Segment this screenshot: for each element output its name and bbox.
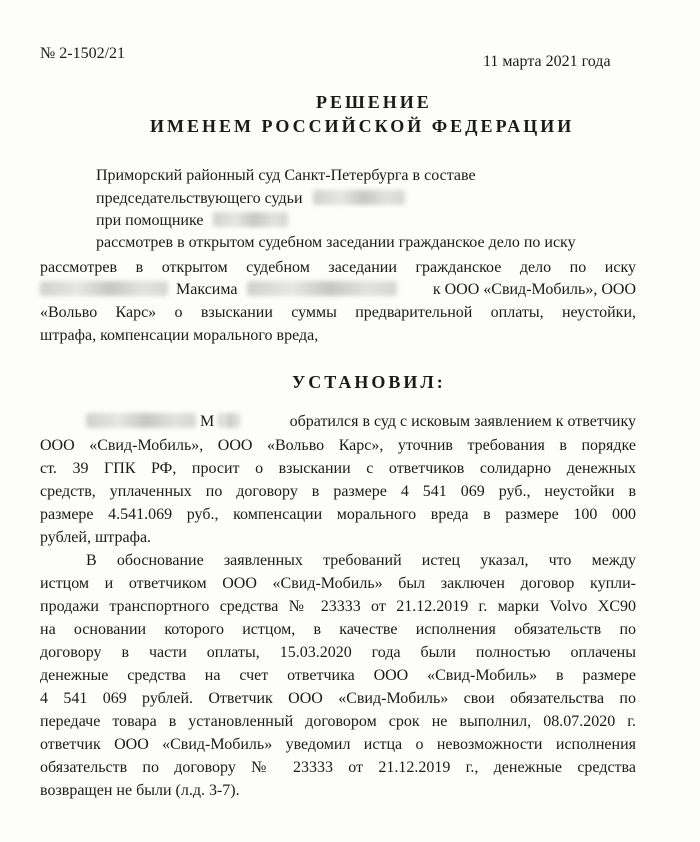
assistant-line: [96, 211, 288, 231]
p2-line-10: обязательств по договору № 23333 от 21.12.2019 г., денежные средства: [40, 759, 636, 776]
assistant-prefix: при помощнике: [96, 212, 204, 229]
redacted-judge-name: [313, 190, 405, 205]
p2-line-8: передаче товара в установленный договором срок не выполнил, 08.07.2020 г.: [40, 713, 636, 730]
decision-subtitle: ИМЕНЕМ РОССИЙСКОЙ ФЕДЕРАЦИИ: [150, 116, 575, 136]
p2-line-6: денежные средства на счет ответчика ООО «Свид-Мобиль» в размере: [40, 667, 636, 684]
p1-line-1: [86, 412, 636, 432]
p1-line-4: средств, уплаченных по договору в размере 4 541 069 руб., неустойки в: [40, 483, 636, 500]
p2-line-7: 4 541 069 рублей. Ответчик ООО «Свид-Мобиль» свои обязательства по: [40, 690, 636, 707]
plaintiff-initial: М: [200, 413, 215, 430]
parties-line: [40, 280, 636, 300]
defendants: к ООО «Свид-Мобиль», ООО: [432, 281, 636, 298]
court-composition: Приморский районный суд Санкт-Петербурга в составе: [96, 167, 476, 184]
p2-line-9: ответчик ООО «Свид-Мобиль» уведомил истца о невозможности исполнения: [40, 736, 636, 753]
p1-line-3: ст. 39 ГПК РФ, просит о взыскании с ответчиков солидарно денежных: [40, 460, 636, 477]
p1-line-5: размере 4.541.069 руб., компенсации морального вреда в размере 100 000: [40, 506, 636, 523]
fine-line: штрафа, компенсации морального вреда,: [40, 327, 319, 344]
p1-text-1: обратился в суд с исковым заявлением к ответчику: [289, 413, 636, 430]
established-heading: УСТАНОВИЛ:: [292, 372, 446, 392]
judge-prefix: председательствующего судьи: [96, 190, 303, 207]
case-number: № 2-1502/21: [40, 45, 126, 62]
plaintiff-name: Максима: [176, 281, 238, 298]
p2-line-4: на основании которого истцом, в качестве исполнения обязательств по: [40, 621, 636, 638]
p2-line-1: В обоснование заявленных требований истец указал, что между: [86, 552, 636, 569]
p2-line-3: продажи транспортного средства № 23333 от 21.12.2019 г. марки Volvo XC90: [40, 598, 636, 615]
redacted-initial: [218, 413, 240, 428]
decision-date: 11 марта 2021 года: [483, 53, 611, 70]
p2-line-5: договору в части оплаты, 15.03.2020 года были полностью оплачены: [40, 644, 636, 661]
judge-line: [96, 189, 405, 209]
redacted-plaintiff-patronymic: [247, 281, 397, 296]
p1-line-2: ООО «Свид-Мобиль», ООО «Вольво Карс», уточнив требования в порядке: [40, 437, 636, 454]
p1-line-6: рублей, штрафа.: [40, 529, 152, 546]
p2-line-2: истцом и ответчиком ООО «Свид-Мобиль» был заключен договор купли-: [40, 575, 636, 592]
redacted-plaintiff-name: [86, 413, 196, 428]
volvo-line: «Вольво Карс» о взыскании суммы предварительной оплаты, неустойки,: [40, 304, 636, 321]
considering-line-1: рассмотрев в открытом судебном заседании гражданское дело по иску: [96, 234, 576, 251]
considering-line-2: рассмотрев в открытом судебном заседании гражданское дело по иску: [40, 259, 636, 276]
redacted-plaintiff-surname: [40, 281, 168, 296]
redacted-assistant-name: [213, 212, 288, 227]
p2-line-11: возвращен не были (л.д. 3-7).: [40, 782, 240, 799]
decision-title: РЕШЕНИЕ: [316, 92, 432, 112]
